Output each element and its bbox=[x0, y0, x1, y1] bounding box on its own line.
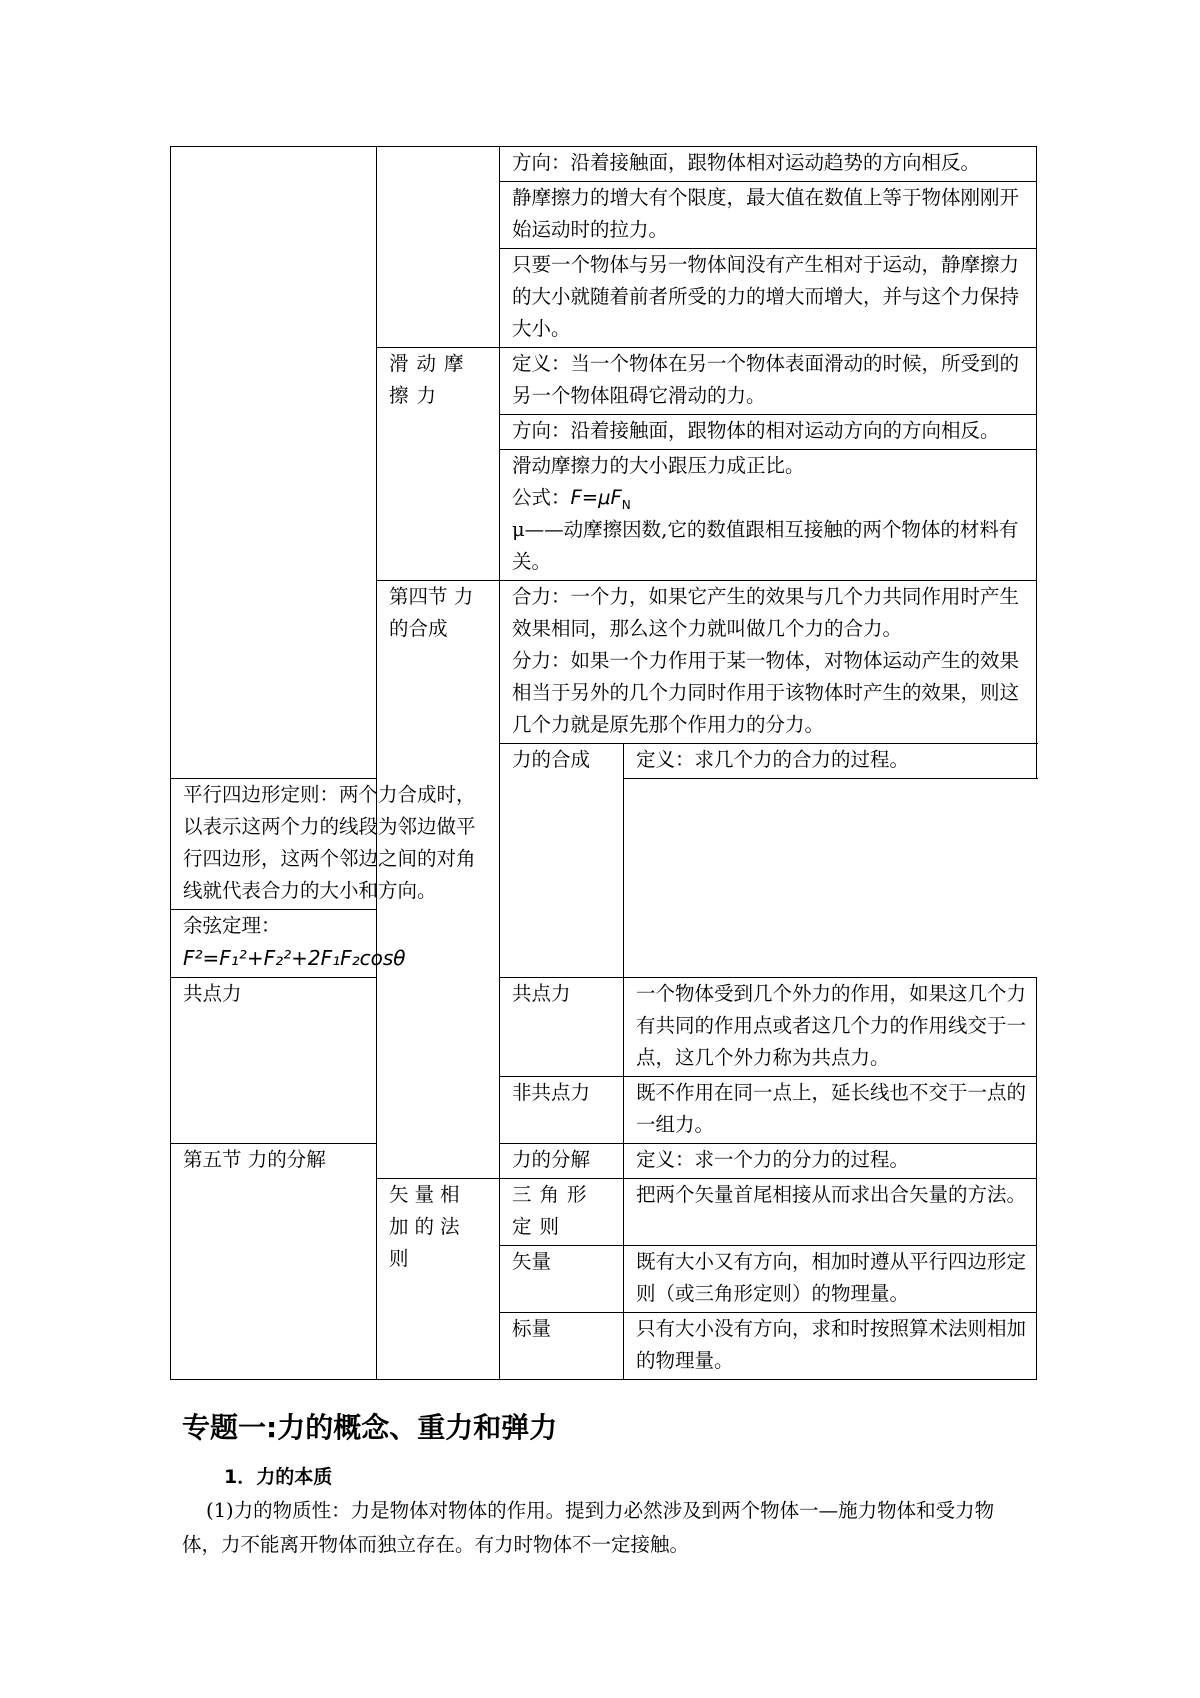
cosine-label: 余弦定理： bbox=[183, 914, 281, 937]
static-friction-size: 只要一个物体与另一物体间没有产生相对于运动，静摩擦力的大小就随着前者所受的力的增大而增大，并与这个力保持大小。 bbox=[500, 249, 1037, 348]
concurrent-forces-definition: 一个物体受到几个外力的作用，如果这几个力有共同的作用点或者这几个力的作用线交于一点，这几个外力称为共点力。 bbox=[624, 978, 1037, 1077]
concurrent-forces-sublabel: 共点力 bbox=[500, 978, 624, 1077]
sliding-friction-definition: 定义：当一个物体在另一个物体表面滑动的时候，所受到的另一个物体阻碍它滑动的力。 bbox=[500, 348, 1037, 415]
sliding-friction-size: 滑动摩擦力的大小跟压力成正比。 bbox=[512, 454, 805, 477]
decomposition-label: 力的分解 bbox=[500, 1144, 624, 1179]
cosine-law bbox=[171, 910, 500, 978]
formula-label: 公式： bbox=[512, 486, 571, 509]
triangle-rule-definition: 把两个矢量首尾相接从而求出合矢量的方法。 bbox=[624, 1179, 1037, 1246]
nonconcurrent-forces-label: 非共点力 bbox=[500, 1077, 624, 1144]
static-friction-limit: 静摩擦力的增大有个限度，最大值在数值上等于物体刚刚开始运动时的拉力。 bbox=[500, 182, 1037, 249]
parallelogram-rule: 平行四边形定则：两个力合成时，以表示这两个力的线段为邻边做平行四边形，这两个邻边之间的对角线就代表合力的大小和方向。 bbox=[171, 779, 500, 910]
vector-definition: 既有大小又有方向，相加时遵从平行四边形定则（或三角形定则）的物理量。 bbox=[624, 1246, 1037, 1313]
nonconcurrent-forces-definition: 既不作用在同一点上，延长线也不交于一点的一组力。 bbox=[624, 1077, 1037, 1144]
concurrent-forces-label: 共点力 bbox=[171, 978, 377, 1144]
sliding-friction-label: 滑动摩擦力 bbox=[377, 348, 500, 581]
formula-subscript: N bbox=[621, 497, 631, 512]
triangle-rule-label: 三角形定则 bbox=[500, 1179, 624, 1246]
resultant-definition: 合力：一个力，如果它产生的效果与几个力共同作用时产生效果相同，那么这个力就叫做几个力的合力。 bbox=[512, 585, 1020, 640]
cosine-formula: F²=F₁²+F₂²+2F₁F₂cosθ bbox=[183, 946, 406, 970]
component-definition: 分力：如果一个力作用于某一物体，对物体运动产生的效果相当于另外的几个力同时作用于该物体时产生的效果，则这几个力就是原先那个作用力的分力。 bbox=[512, 649, 1020, 736]
composition-definition: 定义：求几个力的合力的过程。 bbox=[624, 744, 1037, 779]
sliding-friction-size-cell bbox=[500, 450, 1037, 581]
summary-table bbox=[170, 146, 1037, 1380]
friction-formula bbox=[512, 482, 1026, 514]
static-friction-label-cell bbox=[377, 147, 500, 348]
static-friction-direction: 方向：沿着接触面，跟物体相对运动趋势的方向相反。 bbox=[500, 147, 1037, 182]
section-subheading: 1．力的本质 bbox=[224, 1466, 333, 1488]
scalar-label: 标量 bbox=[500, 1313, 624, 1380]
resultant-component-defs bbox=[500, 581, 1037, 744]
topic-title: 专题一:力的概念、重力和弹力 bbox=[182, 1411, 558, 1444]
decomposition-definition: 定义：求一个力的分力的过程。 bbox=[624, 1144, 1037, 1179]
section-4-title: 第四节 力的合成 bbox=[377, 581, 500, 1179]
sliding-friction-direction: 方向：沿着接触面，跟物体的相对运动方向的方向相反。 bbox=[500, 415, 1037, 450]
mu-definition: μ——动摩擦因数,它的数值跟相互接触的两个物体的材料有关。 bbox=[512, 518, 1019, 573]
vector-label: 矢量 bbox=[500, 1246, 624, 1313]
formula-main: F=μF bbox=[570, 486, 622, 509]
section-5-title: 第五节 力的分解 bbox=[171, 1144, 377, 1380]
paragraph-1: (1)力的物质性：力是物体对物体的作用。提到力必然涉及到两个物体一—施力物体和受力物体，力不能离开物体而独立存在。有力时物体不一定接触。 bbox=[182, 1499, 995, 1556]
scalar-definition: 只有大小没有方向，求和时按照算术法则相加的物理量。 bbox=[624, 1313, 1037, 1380]
vector-rule-label: 矢量相加的法则 bbox=[377, 1179, 500, 1380]
composition-label: 力的合成 bbox=[500, 744, 624, 978]
section-cell-empty bbox=[171, 147, 377, 779]
